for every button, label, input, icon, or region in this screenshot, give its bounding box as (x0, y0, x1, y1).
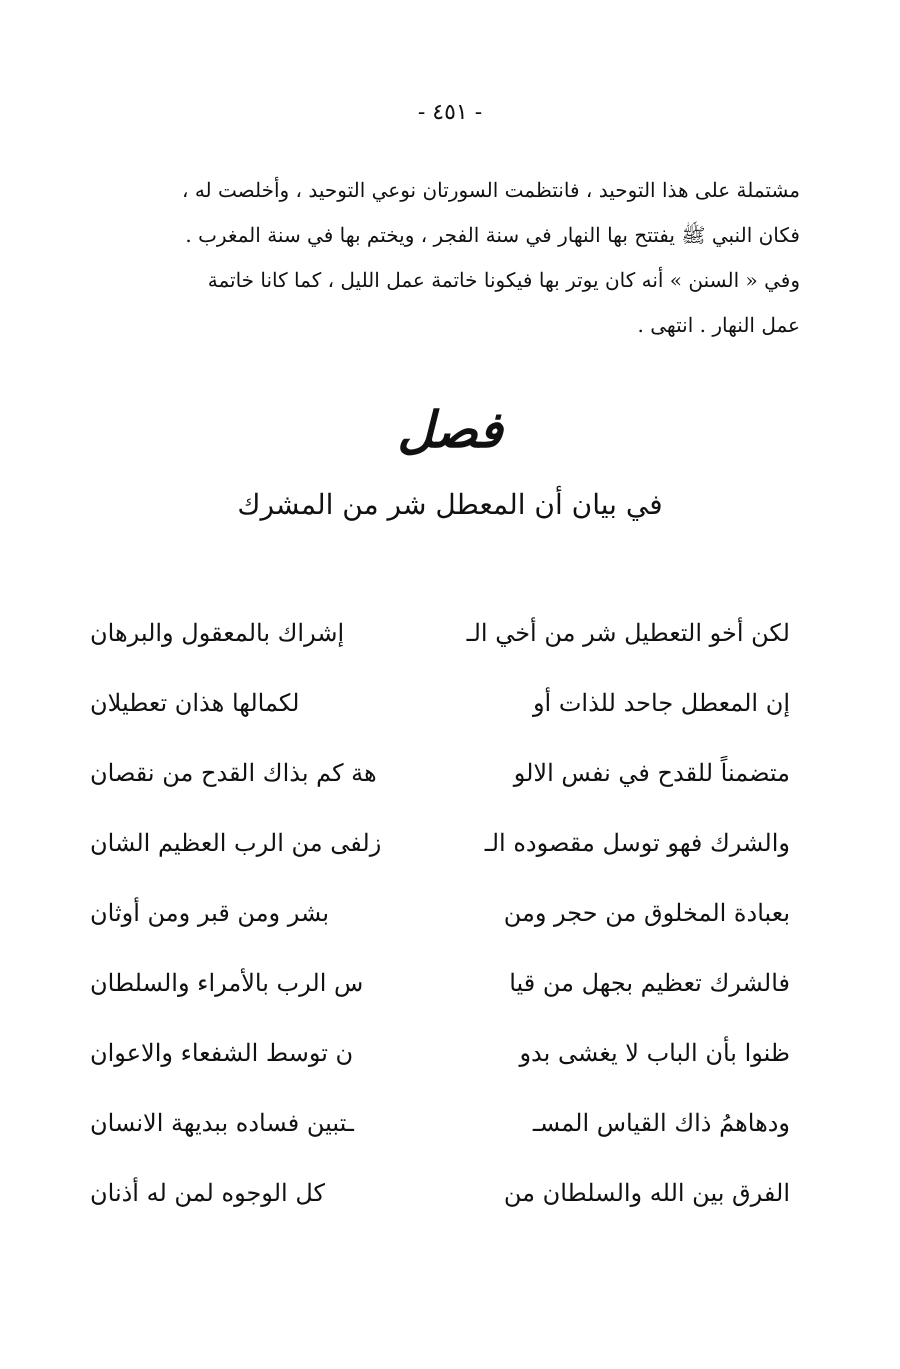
verse (90, 598, 790, 668)
prose-line: وفي « السنن » أنه كان يوتر بها فيكونا خاتمة عمل الليل ، كما كانا خاتمة (207, 268, 800, 292)
verse (90, 878, 790, 948)
verse (90, 738, 790, 808)
verse-second-hemistich: بشر ومن قبر ومن أوثان (90, 899, 330, 927)
verse (90, 1088, 790, 1158)
verse (90, 1158, 790, 1228)
verse (90, 1018, 790, 1088)
verse-first-hemistich: لكن أخو التعطيل شر من أخي الـ (466, 619, 790, 647)
prose-line: عمل النهار . انتهى . (637, 313, 800, 337)
verse-second-hemistich: كل الوجوه لمن له أذنان (90, 1179, 325, 1207)
verse-second-hemistich: س الرب بالأمراء والسلطان (90, 969, 364, 997)
prose-line: مشتملة على هذا التوحيد ، فانتظمت السورتان نوعي التوحيد ، وأخلصت له ، (182, 178, 800, 202)
verse-first-hemistich: ودهاهمُ ذاك القياس المسـ (532, 1109, 790, 1137)
verse-second-hemistich: هة كم بذاك القدح من نقصان (90, 759, 377, 787)
verse (90, 668, 790, 738)
verse-second-hemistich: ـتبين فساده ببديهة الانسان (90, 1109, 354, 1137)
poem (90, 598, 790, 1228)
prose-line: فكان النبي ﷺ يفتتح بها النهار في سنة الفجر ، ويختم بها في سنة المغرب . (185, 223, 800, 247)
page-number: - ٤٥١ - (417, 100, 483, 125)
verse-first-hemistich: بعبادة المخلوق من حجر ومن (503, 899, 790, 927)
verse (90, 948, 790, 1018)
verse-first-hemistich: متضمناً للقدح في نفس الالو (513, 759, 790, 787)
verse-first-hemistich: فالشرك تعظيم بجهل من قيا (509, 969, 790, 997)
verse-second-hemistich: ن توسط الشفعاء والاعوان (90, 1039, 354, 1067)
section-heading: فصل (397, 400, 503, 459)
verse-second-hemistich: إشراك بالمعقول والبرهان (90, 619, 345, 647)
section-subtitle: في بيان أن المعطل شر من المشرك (237, 488, 663, 521)
verse-first-hemistich: والشرك فهو توسل مقصوده الـ (484, 829, 790, 857)
verse (90, 808, 790, 878)
verse-first-hemistich: الفرق بين الله والسلطان من (503, 1179, 790, 1207)
verse-first-hemistich: إن المعطل جاحد للذات أو (532, 689, 790, 717)
verse-first-hemistich: ظنوا بأن الباب لا يغشى بدو (519, 1039, 790, 1067)
verse-second-hemistich: لكمالها هذان تعطيلان (90, 689, 300, 717)
verse-second-hemistich: زلفى من الرب العظيم الشان (90, 829, 382, 857)
prose-paragraph (90, 168, 800, 348)
